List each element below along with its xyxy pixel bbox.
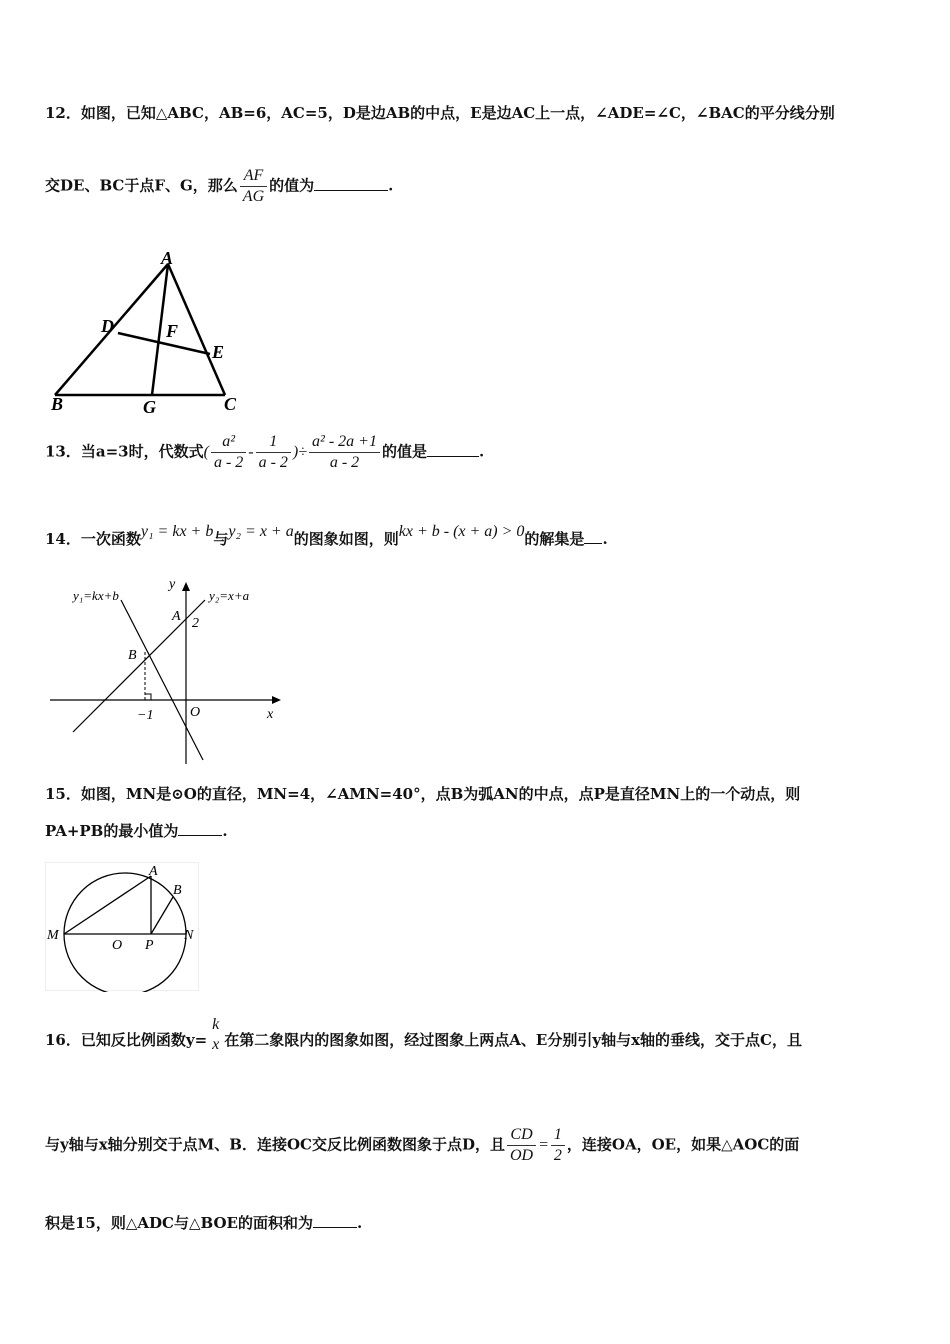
- segment-de: [118, 333, 210, 354]
- label-O: O: [112, 938, 123, 953]
- label-C: C: [224, 394, 237, 414]
- q12-text-1: 12．如图，已知△ABC，AB=6，AC=5，D是边AB的中点，E是边AC上一点，∠ADE=∠C，∠BAC的平分线分别: [45, 104, 835, 122]
- q12-line1: [45, 102, 835, 123]
- q13-f3-num: a² - 2a +1: [309, 433, 380, 453]
- q14-text-4: 的解集是: [524, 530, 585, 548]
- q16-od-den: OD: [509, 1147, 534, 1164]
- label-minus-one: −1: [137, 708, 154, 723]
- q14-graph-figure: [45, 572, 285, 768]
- q13-end: .: [478, 442, 485, 461]
- label-y-axis: y: [169, 577, 176, 592]
- q13-fraction-2: [256, 433, 291, 472]
- q12-frac-num: AF: [240, 167, 267, 187]
- q14-text-1: 14．一次函数: [45, 530, 141, 548]
- label-A: A: [172, 609, 181, 624]
- q13-line: [45, 433, 484, 472]
- q13-text-2: 的值是: [381, 442, 427, 461]
- q16-fraction-half: [551, 1126, 565, 1165]
- q16-text-1: 16．已知反比例函数y=: [45, 1031, 208, 1049]
- circle-o: [64, 873, 186, 992]
- label-B: B: [128, 648, 137, 663]
- answer-blank-16[interactable]: [313, 1213, 357, 1228]
- q13-f2-num: 1: [256, 433, 291, 453]
- label-B: B: [173, 883, 182, 898]
- label-O: O: [190, 705, 201, 720]
- q15-text-1: 15．如图，MN是⊙O的直径，MN=4，∠AMN=40°，点B为弧AN的中点，点P是直径MN上的一个动点，则: [45, 785, 801, 803]
- q13-f2-den: a - 2: [258, 454, 288, 471]
- q16-fraction-k: [209, 1016, 222, 1054]
- label-A: A: [149, 864, 158, 879]
- q16-line2: [45, 1126, 799, 1165]
- q13-fraction-3: [309, 433, 380, 472]
- label-G: G: [143, 397, 156, 417]
- answer-blank-12[interactable]: [314, 176, 388, 191]
- q14-text-3: 的图象如图，则: [293, 530, 399, 548]
- q16-equals: =: [538, 1136, 549, 1154]
- q15-circle-figure: [45, 862, 200, 992]
- answer-blank-13[interactable]: [427, 442, 479, 457]
- q16-text-2: 在第二象限内的图象如图，经过图象上两点A、E分别引y轴与x轴的垂线，交于点C，且: [224, 1031, 802, 1049]
- label-line-y2: y₂=x+a: [209, 588, 250, 603]
- y-axis-arrow-icon: [182, 582, 190, 591]
- q14-expr-3: kx + b - (x + a) > 0: [398, 523, 525, 540]
- label-D: D: [101, 316, 114, 336]
- segment-ma: [64, 876, 151, 934]
- q14-end: .: [602, 530, 608, 548]
- label-x-axis: x: [267, 707, 274, 722]
- q13-minus: -: [248, 443, 254, 461]
- q13-f3-den: a - 2: [329, 454, 360, 471]
- q14-text-2: 与: [213, 530, 229, 548]
- line-y1: [121, 600, 203, 760]
- right-angle-mark: [145, 694, 151, 700]
- q14-expr-1: y₁ = kx + b: [140, 523, 214, 540]
- q16-half-den: 2: [553, 1147, 562, 1164]
- q14-line: [45, 523, 608, 549]
- q13-f1-den: a - 2: [213, 454, 244, 471]
- q13-paren-open: (: [203, 443, 209, 461]
- q13-divide: ÷: [298, 443, 308, 461]
- q13-fraction-1: [211, 433, 246, 472]
- x-axis-arrow-icon: [272, 696, 281, 704]
- q16-fraction-cd-od: [507, 1126, 536, 1165]
- label-B: B: [51, 394, 64, 414]
- answer-blank-15[interactable]: [178, 821, 222, 836]
- label-E: E: [212, 342, 225, 362]
- q16-text-5: 积是15，则△ADC与△BOE的面积和为: [45, 1214, 313, 1232]
- q16-cd-num: CD: [507, 1126, 536, 1146]
- label-M: M: [47, 928, 59, 943]
- q15-text-2: PA+PB的最小值为: [45, 822, 179, 840]
- q16-k-num: k: [212, 1016, 220, 1033]
- figure-frame: [46, 863, 199, 991]
- label-A: A: [161, 248, 174, 268]
- label-line-y1: y₁=kx+b: [73, 588, 119, 603]
- q14-expr-2: y₂ = x + a: [228, 523, 294, 540]
- q12-line2: [45, 167, 393, 206]
- q12-frac-den: AG: [242, 188, 265, 205]
- q12-fraction: [240, 167, 267, 206]
- q12-end: .: [388, 176, 394, 195]
- label-F: F: [166, 321, 179, 341]
- q15-line2: [45, 820, 228, 841]
- q16-half-num: 1: [551, 1126, 565, 1146]
- q16-end: .: [357, 1214, 363, 1232]
- q12-text-2: 交DE、BC于点F、G，那么: [45, 176, 238, 195]
- q16-k-den: x: [212, 1036, 220, 1053]
- q16-text-4: ，连接OA，OE，如果△AOC的面: [566, 1135, 800, 1154]
- q13-paren-close: ): [292, 443, 299, 461]
- label-two: 2: [192, 616, 199, 631]
- q12-text-3: 的值为: [269, 176, 315, 195]
- q15-end: .: [222, 822, 228, 840]
- q13-f1-num: a²: [211, 433, 246, 453]
- q15-line1: [45, 783, 800, 804]
- q16-line3: [45, 1212, 362, 1233]
- segment-pb: [151, 897, 173, 934]
- q12-triangle-figure: [45, 248, 255, 418]
- label-P: P: [145, 938, 154, 953]
- q16-text-3: 与y轴与x轴分别交于点M、B．连接OC交反比例函数图象于点D，且: [45, 1135, 505, 1154]
- q13-text-1: 13．当a=3时，代数式: [45, 442, 204, 461]
- answer-blank-14[interactable]: [584, 529, 602, 544]
- label-N: N: [184, 928, 194, 943]
- q16-line1: [45, 1016, 802, 1054]
